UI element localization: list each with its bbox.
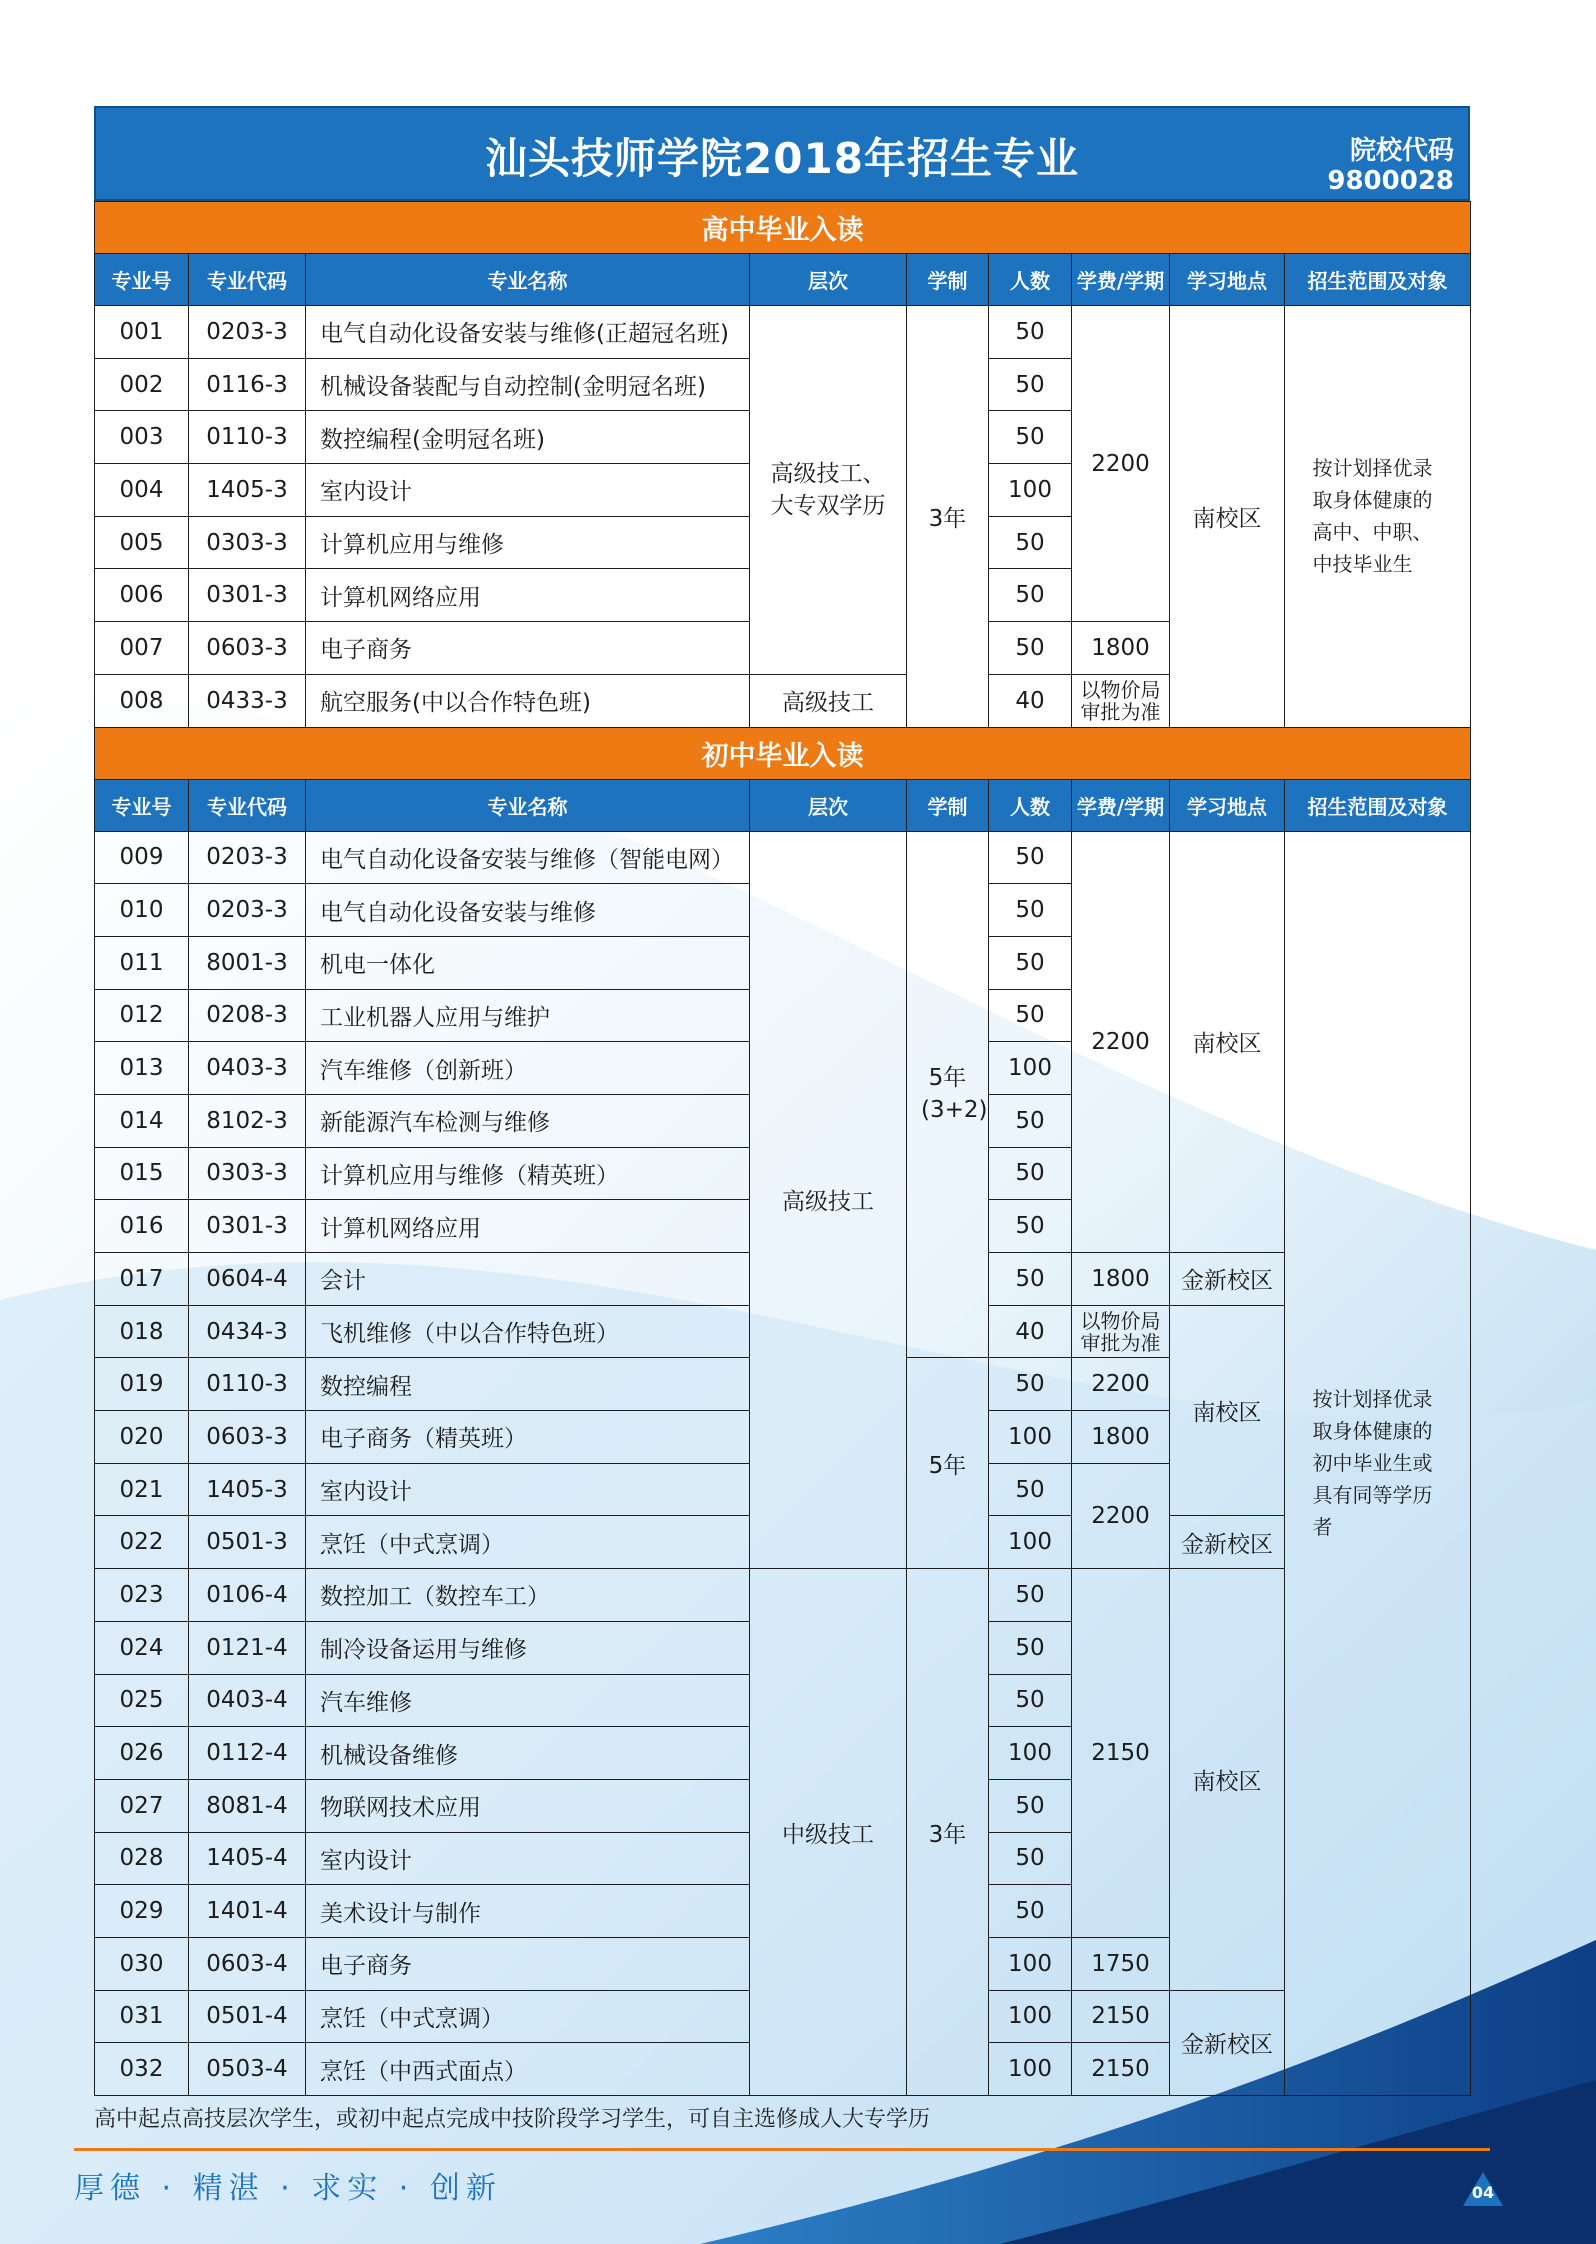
major-code: 0603-3 [189, 1411, 306, 1464]
enrollment-count: 50 [989, 1569, 1072, 1622]
major-number: 009 [95, 831, 189, 884]
major-name: 工业机器人应用与维护 [306, 989, 750, 1042]
table-row [95, 831, 1471, 884]
major-code: 0603-3 [189, 622, 306, 675]
major-name: 美术设计与制作 [306, 1885, 750, 1938]
major-code: 0203-3 [189, 831, 306, 884]
major-code: 0203-3 [189, 306, 306, 359]
enrollment-count: 50 [989, 1885, 1072, 1938]
section-heading: 高中毕业入读 [95, 202, 1471, 254]
scope-text: 按计划择优录取身体健康的高中、中职、中技毕业生 [1312, 456, 1433, 577]
column-header: 专业号 [95, 254, 189, 306]
enrollment-count: 100 [989, 1990, 1072, 2043]
fee-cell: 2200 [1072, 1463, 1170, 1568]
major-code: 0203-3 [189, 884, 306, 937]
fee-cell: 1800 [1072, 622, 1170, 675]
major-name: 机械设备装配与自动控制(金明冠名班) [306, 358, 750, 411]
major-code: 0121-4 [189, 1621, 306, 1674]
major-code: 0433-3 [189, 674, 306, 727]
fee-cell: 2200 [1072, 1358, 1170, 1411]
major-name: 物联网技术应用 [306, 1779, 750, 1832]
major-name: 汽车维修 [306, 1674, 750, 1727]
column-header: 招生范围及对象 [1285, 779, 1471, 831]
footer-divider [74, 2148, 1490, 2151]
major-code: 0503-4 [189, 2043, 306, 2096]
fee-cell: 以物价局审批为准 [1072, 1305, 1170, 1358]
enrollment-count: 50 [989, 1463, 1072, 1516]
major-number: 014 [95, 1094, 189, 1147]
enrollment-count: 50 [989, 1832, 1072, 1885]
column-header: 层次 [750, 779, 907, 831]
major-name: 汽车维修（创新班） [306, 1042, 750, 1095]
fee-cell: 1800 [1072, 1411, 1170, 1464]
major-code: 1405-3 [189, 464, 306, 517]
column-header: 学习地点 [1170, 779, 1285, 831]
major-code: 0501-4 [189, 1990, 306, 2043]
major-code: 0112-4 [189, 1727, 306, 1780]
enrollment-count: 100 [989, 1411, 1072, 1464]
major-name: 电子商务 [306, 622, 750, 675]
location-cell: 南校区 [1170, 1569, 1285, 1991]
major-name: 电气自动化设备安装与维修（智能电网） [306, 831, 750, 884]
major-code: 8081-4 [189, 1779, 306, 1832]
enrollment-count: 50 [989, 936, 1072, 989]
major-name: 机电一体化 [306, 936, 750, 989]
major-code: 1405-3 [189, 1463, 306, 1516]
major-code: 0603-4 [189, 1937, 306, 1990]
major-number: 019 [95, 1358, 189, 1411]
major-number: 032 [95, 2043, 189, 2096]
major-name: 烹饪（中西式面点） [306, 2043, 750, 2096]
major-code: 0501-3 [189, 1516, 306, 1569]
major-code: 8102-3 [189, 1094, 306, 1147]
enrollment-count: 100 [989, 2043, 1072, 2096]
major-name: 飞机维修（中以合作特色班） [306, 1305, 750, 1358]
major-name: 室内设计 [306, 464, 750, 517]
major-name: 电子商务（精英班） [306, 1411, 750, 1464]
major-code: 0403-3 [189, 1042, 306, 1095]
major-number: 007 [95, 622, 189, 675]
enrollment-count: 50 [989, 1253, 1072, 1306]
major-code: 0110-3 [189, 1358, 306, 1411]
major-number: 017 [95, 1253, 189, 1306]
majors-table [94, 201, 1471, 2096]
enrollment-count: 50 [989, 1147, 1072, 1200]
page-number-badge [1463, 2172, 1503, 2206]
location-cell: 南校区 [1170, 306, 1285, 728]
section-heading: 初中毕业入读 [95, 727, 1471, 779]
fee-cell: 2200 [1072, 306, 1170, 622]
major-number: 025 [95, 1674, 189, 1727]
major-name: 会计 [306, 1253, 750, 1306]
column-header: 学费/学期 [1072, 254, 1170, 306]
enrollment-count: 100 [989, 1937, 1072, 1990]
major-name: 数控编程(金明冠名班) [306, 411, 750, 464]
enrollment-count: 50 [989, 622, 1072, 675]
column-header: 学费/学期 [1072, 779, 1170, 831]
page-number: 04 [1471, 2183, 1495, 2202]
major-number: 029 [95, 1885, 189, 1938]
major-name: 航空服务(中以合作特色班) [306, 674, 750, 727]
major-code: 0303-3 [189, 1147, 306, 1200]
enrollment-count: 50 [989, 306, 1072, 359]
level-cell: 高级技工 [750, 831, 907, 1569]
major-name: 机械设备维修 [306, 1727, 750, 1780]
major-name: 电气自动化设备安装与维修(正超冠名班) [306, 306, 750, 359]
scope-cell [1285, 831, 1471, 2096]
location-cell: 金新校区 [1170, 1990, 1285, 2095]
major-name: 数控编程 [306, 1358, 750, 1411]
header-row [95, 779, 1471, 831]
enrollment-count: 100 [989, 1042, 1072, 1095]
enrollment-count: 40 [989, 674, 1072, 727]
fee-cell: 以物价局审批为准 [1072, 674, 1170, 727]
header-row [95, 254, 1471, 306]
major-name: 计算机网络应用 [306, 569, 750, 622]
scope-cell [1285, 306, 1471, 728]
major-code: 0301-3 [189, 1200, 306, 1253]
major-code: 0301-3 [189, 569, 306, 622]
duration-cell: 3年 [907, 306, 989, 728]
major-number: 028 [95, 1832, 189, 1885]
major-number: 010 [95, 884, 189, 937]
major-code: 0208-3 [189, 989, 306, 1042]
major-number: 002 [95, 358, 189, 411]
school-code-label: 院校代码 [1349, 136, 1454, 166]
location-cell: 金新校区 [1170, 1253, 1285, 1306]
major-code: 0604-4 [189, 1253, 306, 1306]
major-number: 027 [95, 1779, 189, 1832]
column-header: 层次 [750, 254, 907, 306]
major-number: 013 [95, 1042, 189, 1095]
level-cell: 高级技工 [750, 674, 907, 727]
motto: 厚德 · 精湛 · 求实 · 创新 [74, 2171, 502, 2206]
enrollment-count: 50 [989, 1094, 1072, 1147]
location-cell: 金新校区 [1170, 1516, 1285, 1569]
enrollment-count: 50 [989, 1200, 1072, 1253]
major-name: 计算机应用与维修 [306, 516, 750, 569]
fee-cell: 2150 [1072, 2043, 1170, 2096]
major-number: 023 [95, 1569, 189, 1622]
major-name: 烹饪（中式烹调） [306, 1516, 750, 1569]
table-row [95, 1569, 1471, 1622]
major-number: 021 [95, 1463, 189, 1516]
major-code: 0434-3 [189, 1305, 306, 1358]
major-code: 1401-4 [189, 1885, 306, 1938]
enrollment-count: 100 [989, 1516, 1072, 1569]
major-name: 计算机应用与维修（精英班） [306, 1147, 750, 1200]
major-name: 新能源汽车检测与维修 [306, 1094, 750, 1147]
column-header: 人数 [989, 254, 1072, 306]
major-code: 1405-4 [189, 1832, 306, 1885]
major-name: 室内设计 [306, 1463, 750, 1516]
fee-cell: 1750 [1072, 1937, 1170, 1990]
major-number: 012 [95, 989, 189, 1042]
enrollment-count: 50 [989, 1358, 1072, 1411]
school-code: 9800028 [1327, 166, 1454, 196]
enrollment-count: 100 [989, 464, 1072, 517]
major-code: 0116-3 [189, 358, 306, 411]
column-header: 人数 [989, 779, 1072, 831]
column-header: 专业名称 [306, 254, 750, 306]
major-name: 制冷设备运用与维修 [306, 1621, 750, 1674]
enrollment-count: 50 [989, 1621, 1072, 1674]
column-header: 学习地点 [1170, 254, 1285, 306]
major-number: 020 [95, 1411, 189, 1464]
major-number: 022 [95, 1516, 189, 1569]
major-number: 001 [95, 306, 189, 359]
major-number: 004 [95, 464, 189, 517]
level-cell: 中级技工 [750, 1569, 907, 2096]
table-row [95, 306, 1471, 359]
major-name: 室内设计 [306, 1832, 750, 1885]
enrollment-count: 50 [989, 884, 1072, 937]
major-number: 008 [95, 674, 189, 727]
enrollment-count: 50 [989, 411, 1072, 464]
fee-cell: 2150 [1072, 1990, 1170, 2043]
fee-cell: 1800 [1072, 1253, 1170, 1306]
enrollment-count: 100 [989, 1727, 1072, 1780]
major-number: 031 [95, 1990, 189, 2043]
fee-cell: 2150 [1072, 1569, 1170, 1938]
enrollment-count: 50 [989, 516, 1072, 569]
major-number: 026 [95, 1727, 189, 1780]
major-name: 计算机网络应用 [306, 1200, 750, 1253]
major-number: 024 [95, 1621, 189, 1674]
major-code: 0106-4 [189, 1569, 306, 1622]
major-code: 0110-3 [189, 411, 306, 464]
enrollment-count: 40 [989, 1305, 1072, 1358]
enrollment-count: 50 [989, 1779, 1072, 1832]
major-code: 8001-3 [189, 936, 306, 989]
level-cell: 高级技工、大专双学历 [750, 306, 907, 675]
duration-cell: 5年 [907, 1358, 989, 1569]
major-number: 018 [95, 1305, 189, 1358]
enrollment-sheet [94, 106, 1470, 2133]
major-number: 016 [95, 1200, 189, 1253]
column-header: 专业代码 [189, 779, 306, 831]
major-number: 006 [95, 569, 189, 622]
major-number: 011 [95, 936, 189, 989]
column-header: 招生范围及对象 [1285, 254, 1471, 306]
major-name: 电子商务 [306, 1937, 750, 1990]
enrollment-count: 50 [989, 358, 1072, 411]
enrollment-count: 50 [989, 1674, 1072, 1727]
enrollment-count: 50 [989, 569, 1072, 622]
major-number: 030 [95, 1937, 189, 1990]
section-heading-row [95, 727, 1471, 779]
duration-cell: 3年 [907, 1569, 989, 2096]
column-header: 学制 [907, 254, 989, 306]
fee-cell: 2200 [1072, 831, 1170, 1253]
major-name: 电气自动化设备安装与维修 [306, 884, 750, 937]
duration-cell: 5年(3+2) [907, 831, 989, 1358]
column-header: 学制 [907, 779, 989, 831]
location-cell: 南校区 [1170, 1305, 1285, 1516]
column-header: 专业代码 [189, 254, 306, 306]
scope-text: 按计划择优录取身体健康的初中毕业生或具有同等学历者 [1312, 1387, 1433, 1540]
major-name: 烹饪（中式烹调） [306, 1990, 750, 2043]
major-number: 005 [95, 516, 189, 569]
enrollment-count: 50 [989, 831, 1072, 884]
major-number: 003 [95, 411, 189, 464]
major-code: 0403-4 [189, 1674, 306, 1727]
column-header: 专业名称 [306, 779, 750, 831]
page-title: 汕头技师学院2018年招生专业 [485, 134, 1079, 183]
major-name: 数控加工（数控车工） [306, 1569, 750, 1622]
footnote: 高中起点高技层次学生，或初中起点完成中技阶段学习学生，可自主选修成人大专学历 [94, 2107, 931, 2132]
section-heading-row [95, 202, 1471, 254]
enrollment-count: 50 [989, 989, 1072, 1042]
major-code: 0303-3 [189, 516, 306, 569]
location-cell: 南校区 [1170, 831, 1285, 1253]
major-number: 015 [95, 1147, 189, 1200]
column-header: 专业号 [95, 779, 189, 831]
title-bar [94, 106, 1470, 201]
